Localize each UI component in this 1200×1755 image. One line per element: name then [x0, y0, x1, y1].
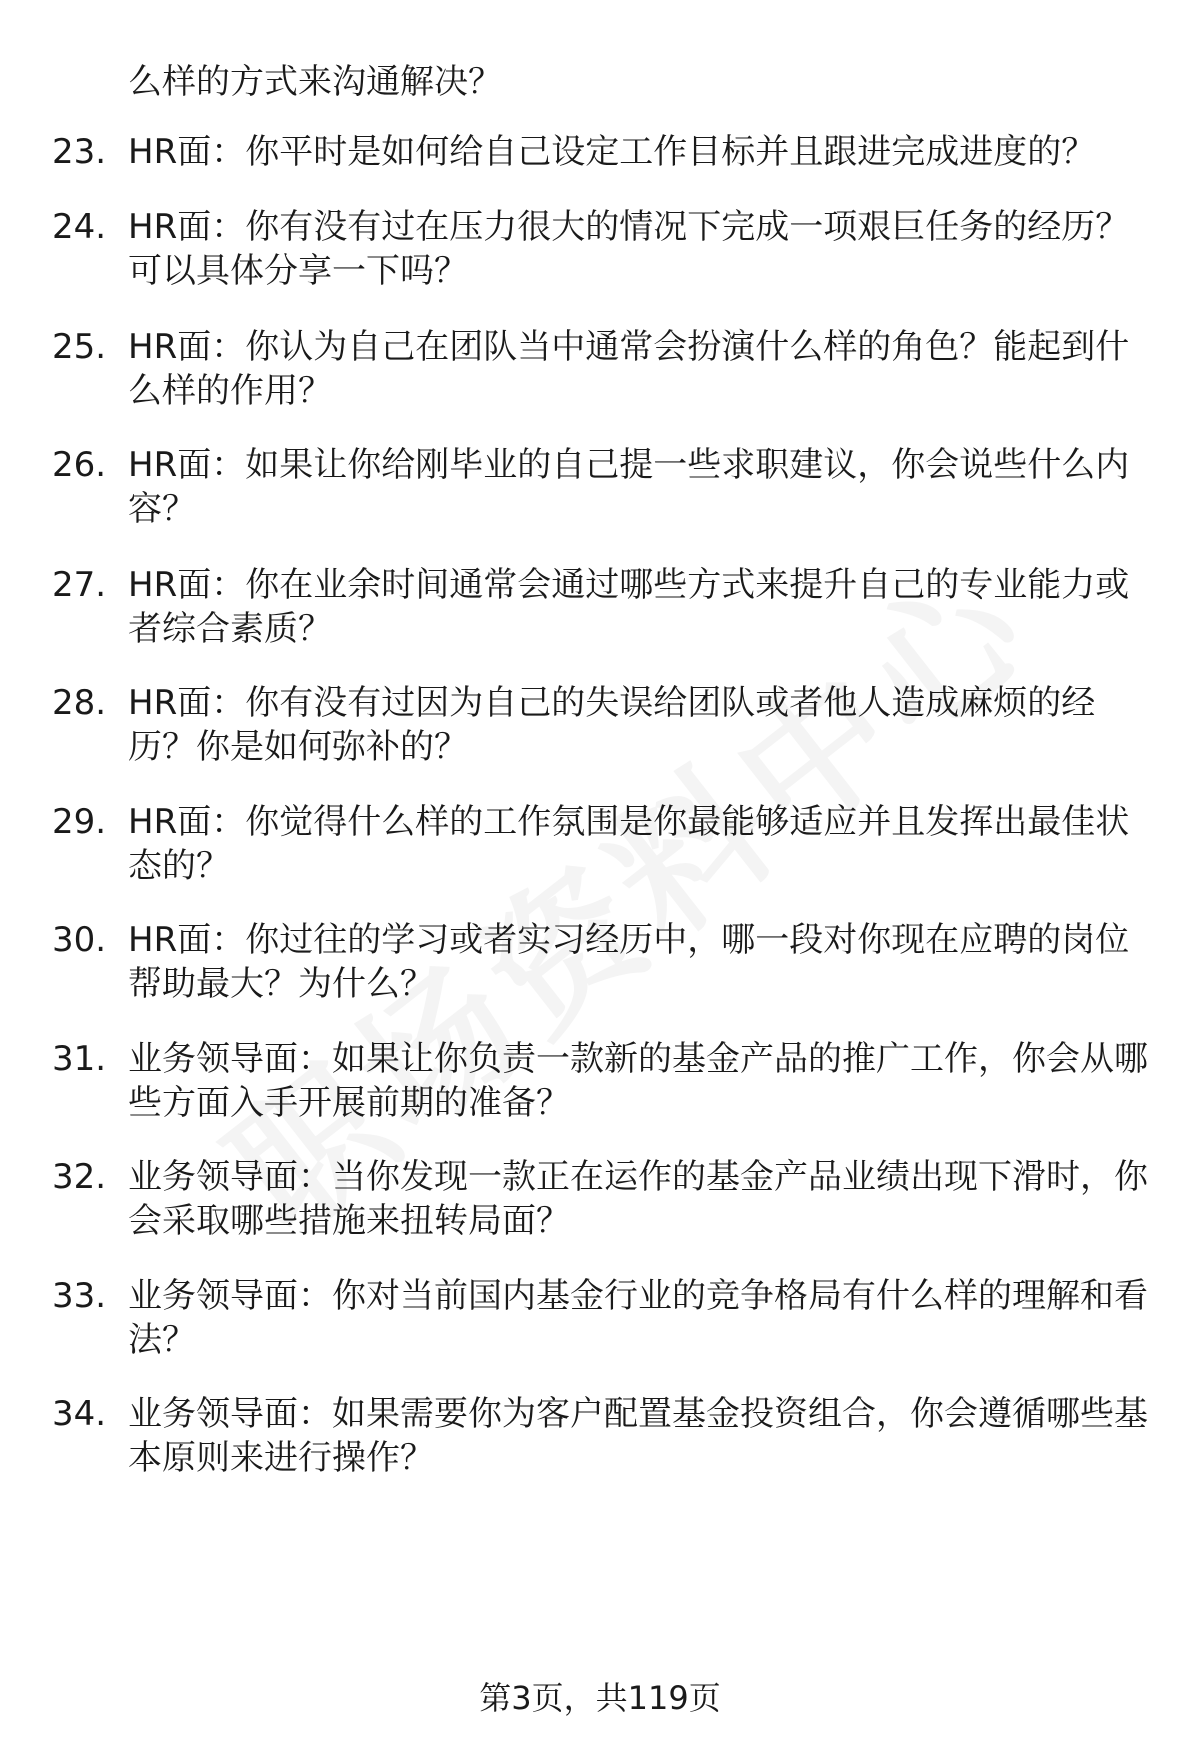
question-text: HR面：你过往的学习或者实习经历中，哪一段对你现在应聘的岗位帮助最大？为什么？: [128, 920, 1130, 1004]
question-text: 业务领导面：当你发现一款正在运作的基金产品业绩出现下滑时，你会采取哪些措施来扭转局面？: [128, 1157, 1148, 1241]
question-text: HR面：你在业余时间通常会通过哪些方式来提升自己的专业能力或者综合素质？: [128, 565, 1130, 649]
question-number: 33.: [52, 1276, 107, 1316]
question-text: HR面：你有没有过因为自己的失误给团队或者他人造成麻烦的经历？你是如何弥补的？: [128, 683, 1096, 767]
question-text: HR面：你觉得什么样的工作氛围是你最能够适应并且发挥出最佳状态的？: [128, 802, 1130, 886]
question-number: 27.: [52, 565, 107, 605]
question-number: 30.: [52, 920, 107, 960]
question-text: 业务领导面：你对当前国内基金行业的竞争格局有什么样的理解和看法？: [128, 1276, 1148, 1360]
question-number: 29.: [52, 802, 107, 842]
question-text: HR面：如果让你给刚毕业的自己提一些求职建议，你会说些什么内容？: [128, 445, 1130, 529]
question-number: 31.: [52, 1039, 107, 1079]
question-text: 业务领导面：如果需要你为客户配置基金投资组合，你会遵循哪些基本原则来进行操作？: [128, 1394, 1148, 1478]
question-text: 业务领导面：如果让你负责一款新的基金产品的推广工作，你会从哪些方面入手开展前期的准备？: [128, 1039, 1148, 1123]
question-number: 28.: [52, 683, 107, 723]
question-number: 26.: [52, 445, 107, 485]
question-text: HR面：你认为自己在团队当中通常会扮演什么样的角色？能起到什么样的作用？: [128, 327, 1130, 411]
question-number: 34.: [52, 1394, 107, 1434]
question-number: 24.: [52, 207, 107, 247]
page-number-footer: 第3页，共119页: [479, 1679, 721, 1717]
question-number: 32.: [52, 1157, 107, 1197]
continued-question-text: 么样的方式来沟通解决？: [128, 62, 502, 102]
question-text: HR面：你平时是如何给自己设定工作目标并且跟进完成进度的？: [128, 132, 1096, 172]
question-number: 25.: [52, 327, 107, 367]
question-number: 23.: [52, 132, 107, 172]
question-text: HR面：你有没有过在压力很大的情况下完成一项艰巨任务的经历？可以具体分享一下吗？: [128, 207, 1130, 291]
